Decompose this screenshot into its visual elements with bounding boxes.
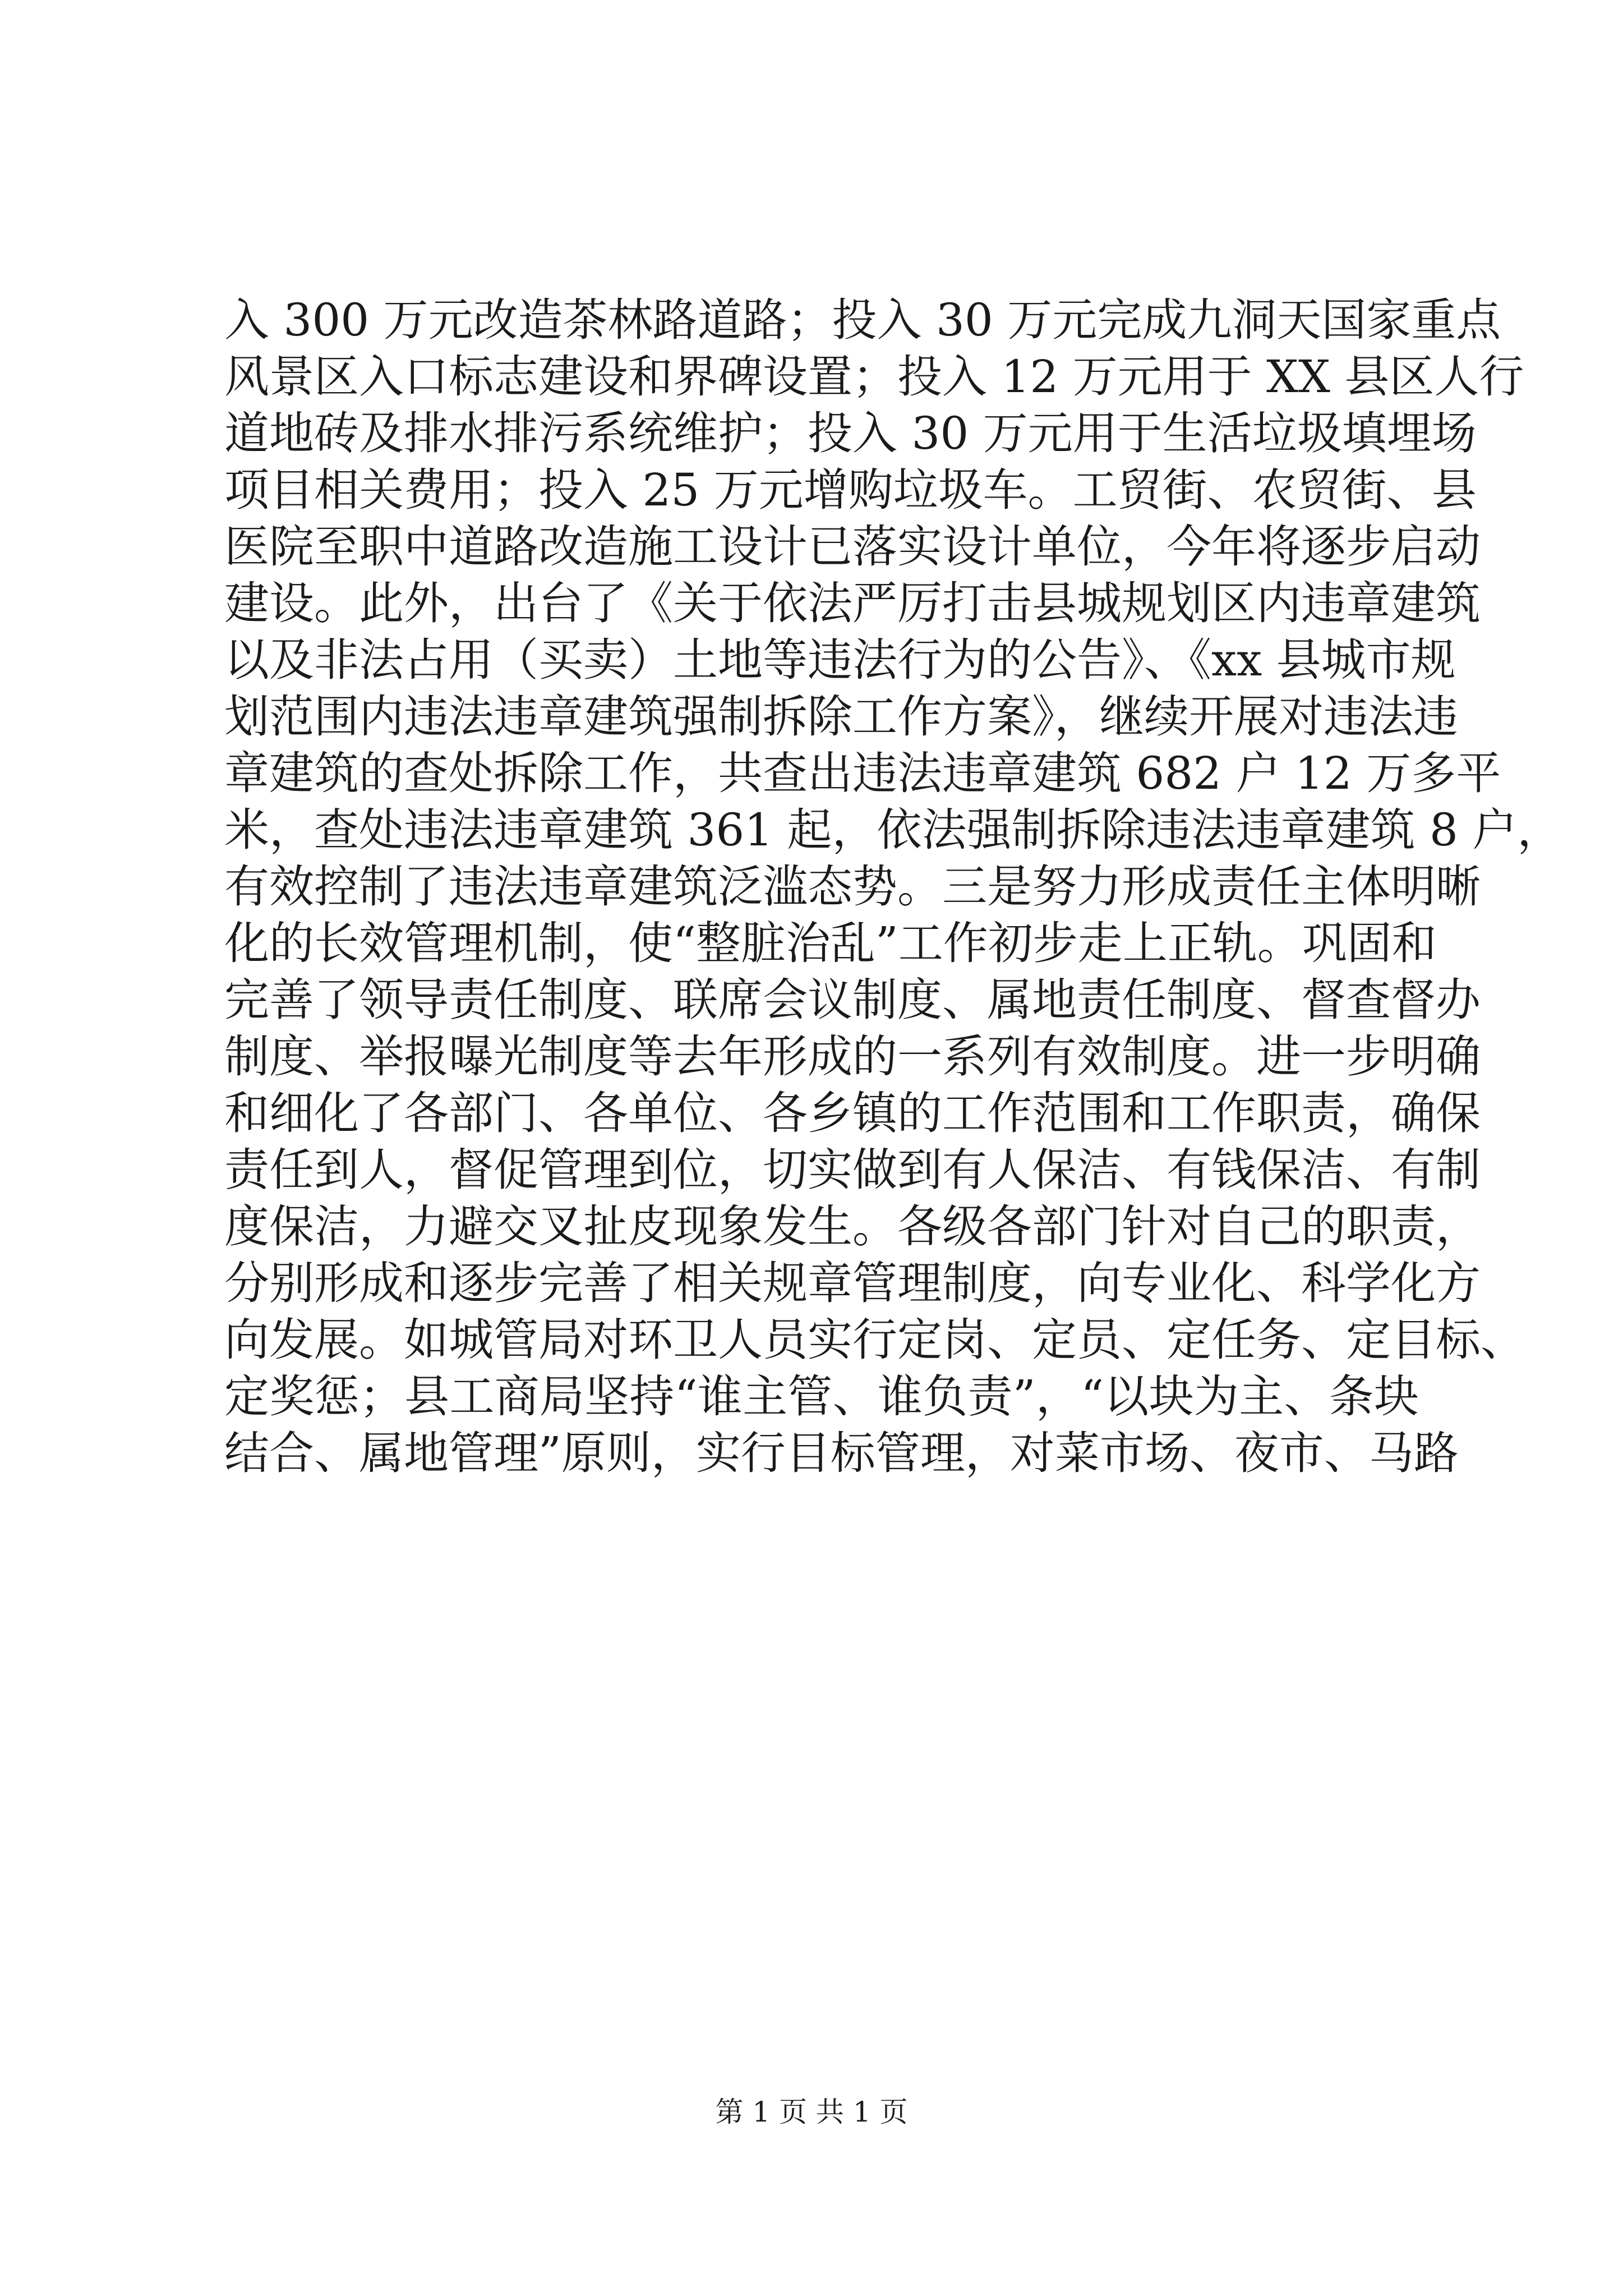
text-line: 制度、举报曝光制度等去年形成的一系列有效制度。进一步明确: [224, 1030, 1481, 1083]
text-line: 以及非法占用（买卖）土地等违法行为的公告》、《xx 县城市规: [224, 634, 1456, 686]
text-line: 项目相关费用；投入 25 万元增购垃圾车。工贸街、农贸街、县: [224, 464, 1477, 516]
text-line: 结合、属地管理”原则，实行目标管理，对菜市场、夜市、马路: [224, 1427, 1459, 1479]
text-line: 道地砖及排水排污系统维护；投入 30 万元用于生活垃圾填埋场: [224, 407, 1477, 459]
text-line: 入 300 万元改造茶林路道路；投入 30 万元完成九洞天国家重点: [224, 294, 1501, 346]
text-line: 完善了领导责任制度、联席会议制度、属地责任制度、督查督办: [224, 974, 1481, 1026]
text-line: 向发展。如城管局对环卫人员实行定岗、定员、定任务、定目标、: [224, 1314, 1525, 1366]
text-line: 划范围内违法违章建筑强制拆除工作方案》，继续开展对违法违: [224, 691, 1458, 743]
text-line: 定奖惩；县工商局坚持“谁主管、谁负责”，“以块为主、条块: [224, 1370, 1419, 1423]
text-line: 责任到人，督促管理到位，切实做到有人保洁、有钱保洁、有制: [224, 1144, 1481, 1196]
text-line: 章建筑的查处拆除工作，共查出违法违章建筑 682 户 12 万多平: [224, 747, 1501, 799]
text-line: 风景区入口标志建设和界碑设置；投入 12 万元用于 XX 县区人行: [224, 351, 1524, 403]
text-line: 度保洁，力避交叉扯皮现象发生。各级各部门针对自己的职责，: [224, 1200, 1481, 1253]
page-number: 第 1 页 共 1 页: [715, 2096, 908, 2128]
text-line: 和细化了各部门、各单位、各乡镇的工作范围和工作职责，确保: [224, 1087, 1481, 1139]
text-line: 建设。此外，出台了《关于依法严厉打击县城规划区内违章建筑: [224, 577, 1481, 629]
text-line: 分别形成和逐步完善了相关规章管理制度，向专业化、科学化方: [224, 1257, 1481, 1309]
text-line: 化的长效管理机制，使“整脏治乱”工作初步走上正轨。巩固和: [224, 917, 1437, 969]
body-paragraph: [224, 292, 1562, 1481]
text-line: 医院至职中道路改造施工设计已落实设计单位，今年将逐步启动: [224, 521, 1481, 573]
text-line: 米，查处违法违章建筑 361 起，依法强制拆除违法违章建筑 8 户，: [224, 804, 1562, 856]
text-line: 有效控制了违法违章建筑泛滥态势。三是努力形成责任主体明晰: [224, 861, 1481, 913]
page-footer: [0, 2095, 1623, 2129]
